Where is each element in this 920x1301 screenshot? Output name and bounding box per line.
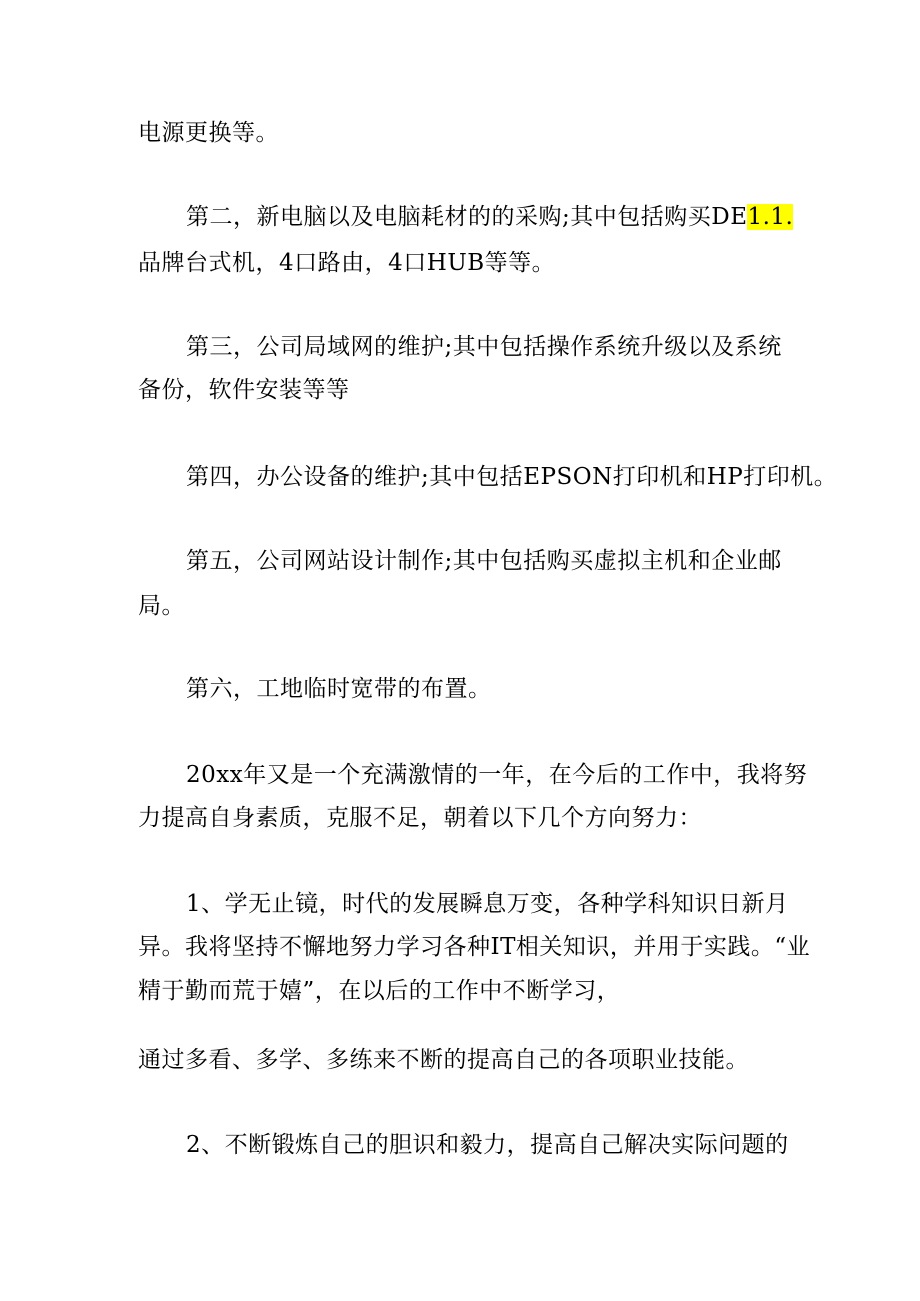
text-line: 第六，工地临时宽带的布置。 xyxy=(186,676,492,702)
text-line: 第四，办公设备的维护;其中包括EPSON打印机和HP打印机。 xyxy=(186,464,838,490)
text-line: 力提高自身素质，克服不足，朝着以下几个方向努力： xyxy=(138,805,702,831)
text-line: 第五，公司网站设计制作;其中包括购买虚拟主机和企业邮 xyxy=(186,548,782,574)
text-line: 精于勤而荒于嬉”，在以后的工作中不断学习， xyxy=(138,978,621,1004)
text-span: 第二，新电脑以及电脑耗材的的采购;其中包括购买DE xyxy=(186,204,748,230)
text-line: 品牌台式机，4口路由，4口HUB等等。 xyxy=(138,250,556,276)
text-line xyxy=(186,202,793,232)
highlighted-text: 1.1. xyxy=(747,204,794,230)
text-line: 20xx年又是一个充满激情的一年，在今后的工作中，我将努 xyxy=(186,762,808,788)
text-line: 电源更换等。 xyxy=(138,120,279,146)
text-line: 局。 xyxy=(138,593,185,619)
text-line: 通过多看、多学、多练来不断的提高自己的各项职业技能。 xyxy=(138,1047,749,1073)
text-line: 异。我将坚持不懈地努力学习各种IT相关知识，并用于实践。“业 xyxy=(138,934,811,960)
text-line: 1、学无止镜，时代的发展瞬息万变，各种学科知识日新月 xyxy=(186,891,789,917)
text-line: 第三，公司局域网的维护;其中包括操作系统升级以及系统 xyxy=(186,334,782,360)
text-line: 2、不断锻炼自己的胆识和毅力，提高自己解决实际问题的 xyxy=(186,1132,789,1158)
text-line: 备份，软件安装等等 xyxy=(138,377,350,403)
